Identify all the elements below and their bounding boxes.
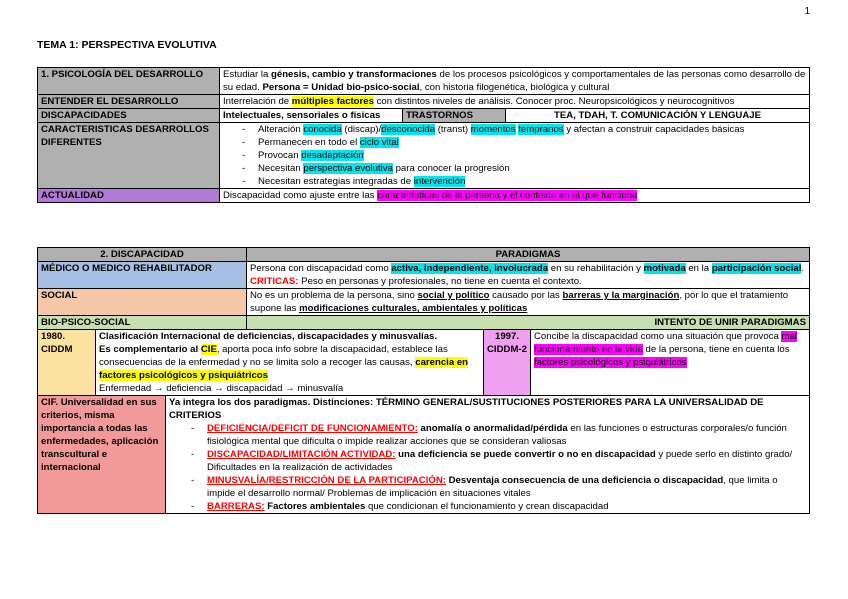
- table-row: [38, 189, 810, 203]
- ciddm-content: Clasificación Internacional de deficiencias, discapacidades y minusvalías. Es complementario al CIE, aporta poca info sobre la discapacidad, establece las consecuencias de la enfermedad y no se limita solo a recoger las causas, carencia en factores psicológicos y psiquiátricos Enfermedad → deficiencia → discapacidad → minusvalía: [96, 330, 484, 396]
- list-item: - Permanecen en todo el ciclo vital: [258, 136, 806, 149]
- row-content: Discapacidad como ajuste entre las características de la persona y el contexto en el que funciona: [220, 189, 810, 203]
- row-content: [220, 123, 810, 189]
- row-label: 1. PSICOLOGÍA DEL DESARROLLO: [38, 68, 220, 95]
- table-row: [38, 95, 810, 109]
- cif-content: Ya integra los dos paradigmas. Distinciones: TÉRMINO GENERAL/SUSTITUCIONES POSTERIORES PARA LA UNIVERSALIDAD DE CRITERIOS - DEFICIENCIA/DEFICIT DE FUNCIONAMIENTO: anomalía o anormalidad/pérdida en las funciones o estructuras corporales/o función fisiológica mental que dificulta o impide realizar acciones que se consideran valiosas - DISCAPACIDAD/LIMITACIÓN ACTIVIDAD: una deficiencia se puede convertir o no en discapacidad y puede serlo en distinto grado/ Dificultades en la realización de actividades - MINUSVALÍA/RESTRICCIÓN DE LA PARTICIPACIÓN: Desventaja consecuencia de una deficiencia o discapacidad, que limita o impide el desarrollo normal/ Problemas de implicación en situaciones vitales - BARRERAS: Factores ambientales que condicionan el funcionamiento y crean discapacidad: [166, 396, 810, 514]
- ciddm2-year: 1997. CIDDM-2: [484, 330, 531, 396]
- list-item: - Alteración conocida (discap)/desconocida (transt) momentos tempranos y afectan a construir capacidades básicas: [258, 123, 806, 136]
- table-row: [38, 289, 810, 316]
- discapacidades-types: Intelectuales, sensoriales o físicas: [220, 109, 403, 123]
- list-item: - DEFICIENCIA/DEFICIT DE FUNCIONAMIENTO: anomalía o anormalidad/pérdida en las funciones o estructuras corporales/o función fisiológica mental que dificulta o impide realizar acciones que se consideran valiosas: [207, 422, 806, 448]
- list-item: - Provocan desadaptación: [258, 149, 806, 162]
- row-label: CARACTERISTICAS DESARROLLOS DIFERENTES: [38, 123, 220, 189]
- table-discapacidad: [37, 247, 810, 514]
- paradigm-bio-label: BIO-PSICO-SOCIAL: [38, 316, 247, 330]
- paradigm-social-label: SOCIAL: [38, 289, 247, 316]
- table-psicologia-desarrollo: [37, 67, 810, 203]
- table-row: [38, 396, 810, 514]
- list-item: - Necesitan perspectiva evolutiva para conocer la progresión: [258, 162, 806, 175]
- row-content: Interrelación de múltiples factores con distintos niveles de análisis. Conocer proc. Neuropsicológicos y neurocognitivos: [220, 95, 810, 109]
- table-row: [38, 330, 810, 396]
- row-content: Estudiar la génesis, cambio y transformaciones de los procesos psicológicos y comportamentales de las personas como desarrollo de su edad. Persona = Unidad bio-psico-social, con historia filogenética, biológica y cultural: [220, 68, 810, 95]
- paradigm-social-content: No es un problema de la persona, sino social y político causado por las barreras y la marginación, por lo que el tratamiento supone las modificaciones culturales, ambientales y políticas: [247, 289, 810, 316]
- trastornos-types: TEA, TDAH, T. COMUNICACIÓN Y LENGUAJE: [506, 109, 810, 123]
- ciddm2-content: Concibe la discapacidad como una situación que provoca mal funcionamiento en la vida de la persona, tiene en cuenta los factores psicológicos y psiquiátricos: [531, 330, 810, 396]
- document-title: TEMA 1: PERSPECTIVA EVOLUTIVA: [37, 39, 217, 51]
- list-item: - DISCAPACIDAD/LIMITACIÓN ACTIVIDAD: una deficiencia se puede convertir o no en discapacidad y puede serlo en distinto grado/ Dificultades en la realización de actividades: [207, 448, 806, 474]
- row-label: ENTENDER EL DESARROLLO: [38, 95, 220, 109]
- cif-label: CIF. Universalidad en sus criterios, misma importancia a todas las enfermedades, aplicación transcultural e internacional: [38, 396, 166, 514]
- table-row: [38, 109, 810, 123]
- table-row: [38, 248, 810, 262]
- table-row: [38, 262, 810, 289]
- list-item: - BARRERAS: Factores ambientales que condicionan el funcionamiento y crean discapacidad: [207, 500, 806, 513]
- table-row: [38, 316, 810, 330]
- paradigm-bio-note: INTENTO DE UNIR PARADIGMAS: [247, 316, 810, 330]
- section-header: 2. DISCAPACIDAD: [38, 248, 247, 262]
- row-label: ACTUALIDAD: [38, 189, 220, 203]
- paradigm-medico-content: Persona con discapacidad como activa, independiente, involucrada en su rehabilitación y motivada en la participación social. CRITICAS: Peso en personas y profesionales, no tiene en cuenta el contexto.: [247, 262, 810, 289]
- table-row: [38, 123, 810, 189]
- page-number: 1: [804, 6, 810, 17]
- trastornos-label: TRASTORNOS: [403, 109, 506, 123]
- table-row: [38, 68, 810, 95]
- paradigm-medico-label: MÉDICO O MEDICO REHABILITADOR: [38, 262, 247, 289]
- list-item: - MINUSVALÍA/RESTRICCIÓN DE LA PARTICIPACIÓN: Desventaja consecuencia de una deficiencia o discapacidad, que limita o impide el desarrollo normal/ Problemas de implicación en situaciones vitales: [207, 474, 806, 500]
- ciddm-year: 1980. CIDDM: [38, 330, 96, 396]
- list-item: - Necesitan estrategias integradas de intervención: [258, 175, 806, 188]
- row-label: DISCAPACIDADES: [38, 109, 220, 123]
- paradigmas-header: PARADIGMAS: [247, 248, 810, 262]
